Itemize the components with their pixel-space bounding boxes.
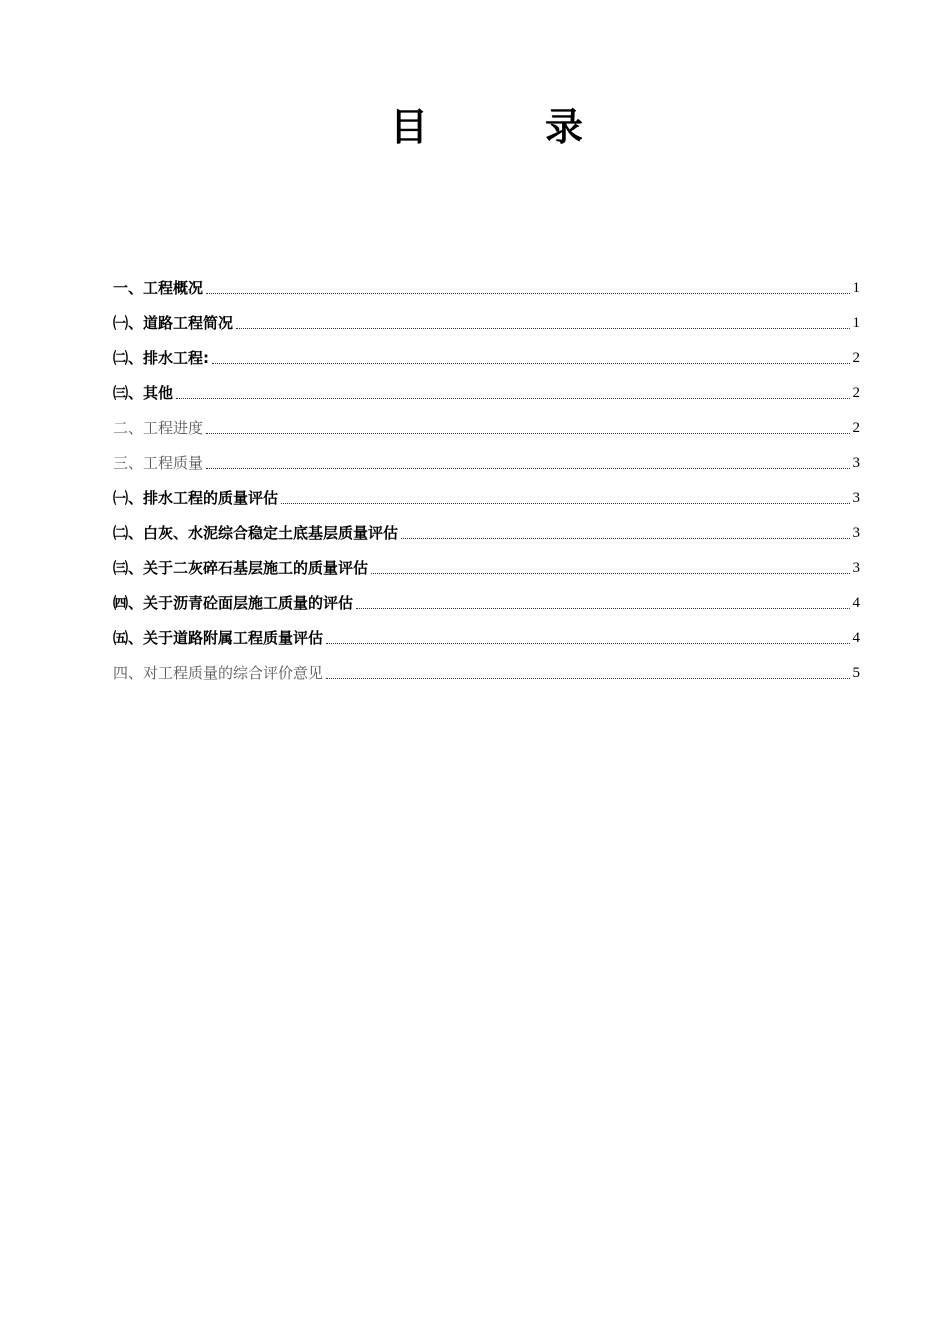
toc-page-number: 3 (852, 524, 860, 541)
toc-dot-leader (356, 607, 849, 609)
toc-entry[interactable] (113, 340, 860, 375)
toc-dot-leader (281, 502, 849, 504)
toc-page-number: 2 (852, 419, 860, 436)
toc-page-number: 2 (852, 349, 860, 366)
title-char-2: 录 (545, 105, 584, 149)
toc-dot-leader (326, 677, 849, 679)
toc-dot-leader (206, 467, 849, 469)
toc-page-number: 3 (852, 559, 860, 576)
page-title (0, 100, 950, 154)
toc-entry[interactable] (113, 270, 860, 305)
toc-entry[interactable] (113, 620, 860, 655)
toc-entry-label: ㈠、排水工程的质量评估 (113, 488, 279, 507)
toc-dot-leader (401, 537, 849, 539)
table-of-contents (113, 270, 860, 690)
toc-page-number: 2 (852, 384, 860, 401)
toc-entry[interactable] (113, 655, 860, 690)
toc-page-number: 3 (852, 454, 860, 471)
toc-entry-label: ㈡、排水工程: (113, 348, 209, 367)
toc-page-number: 1 (852, 314, 860, 331)
toc-entry-label: ㈡、白灰、水泥综合稳定土底基层质量评估 (113, 523, 399, 542)
toc-entry-label: ㈣、关于沥青砼面层施工质量的评估 (113, 593, 354, 612)
toc-entry[interactable] (113, 550, 860, 585)
toc-entry-label: ㈢、其他 (113, 383, 174, 402)
toc-page-number: 3 (852, 489, 860, 506)
toc-dot-leader (326, 642, 849, 644)
toc-entry[interactable] (113, 515, 860, 550)
toc-page-number: 4 (852, 594, 860, 611)
toc-entry[interactable] (113, 480, 860, 515)
toc-entry[interactable] (113, 445, 860, 480)
toc-entry[interactable] (113, 585, 860, 620)
toc-page-number: 1 (852, 279, 860, 296)
toc-page-number: 5 (852, 664, 860, 681)
toc-entry-label: 二、工程进度 (113, 418, 204, 437)
toc-entry[interactable] (113, 410, 860, 445)
toc-entry[interactable] (113, 305, 860, 340)
toc-dot-leader (212, 362, 850, 364)
toc-entry-label: ㈢、关于二灰碎石基层施工的质量评估 (113, 558, 369, 577)
toc-dot-leader (371, 572, 849, 574)
toc-dot-leader (206, 292, 849, 294)
toc-entry-label: ㈤、关于道路附属工程质量评估 (113, 628, 324, 647)
toc-entry-label: 三、工程质量 (113, 453, 204, 472)
toc-entry-label: ㈠、道路工程简况 (113, 313, 234, 332)
toc-dot-leader (176, 397, 849, 399)
toc-entry[interactable] (113, 375, 860, 410)
toc-dot-leader (236, 327, 849, 329)
title-char-1: 目 (390, 105, 429, 149)
toc-page-number: 4 (852, 629, 860, 646)
toc-dot-leader (206, 432, 849, 434)
toc-entry-label: 四、对工程质量的综合评价意见 (113, 663, 324, 682)
toc-entry-label: 一、工程概况 (113, 278, 204, 297)
